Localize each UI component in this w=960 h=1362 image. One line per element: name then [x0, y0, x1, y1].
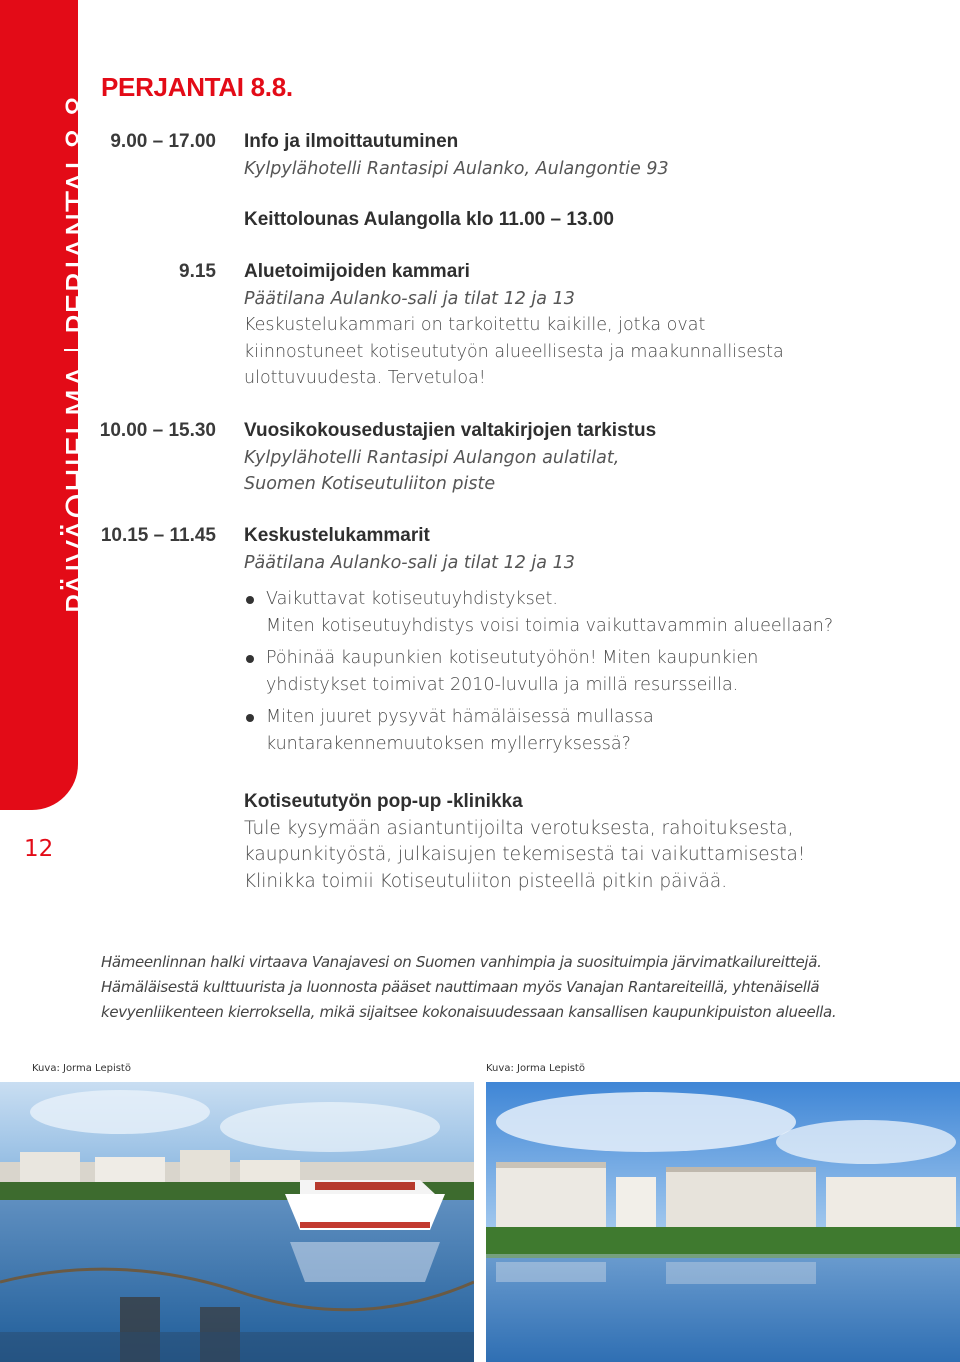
schedule-text-line: ulottuvuudesta. Tervetuloa! — [244, 368, 486, 388]
schedule-location: Päätilana Aulanko-sali ja tilat 12 ja 13 — [244, 552, 575, 573]
schedule-time-3: 10.00 – 15.30 — [99, 420, 216, 441]
caption-line: Hämäläisestä kulttuurista ja luonnosta pääset nauttimaan myös Vanajan Rantareiteillä, yhtenäisellä — [101, 978, 820, 996]
list-item-line: Vaikuttavat kotiseutuyhdistykset. — [266, 589, 558, 609]
clinic-section — [244, 789, 944, 895]
schedule-location: Kylpylähotelli Rantasipi Aulangon aulatilat, — [244, 447, 620, 468]
schedule-item-2 — [244, 259, 944, 392]
schedule-title: Aluetoimijoiden kammari — [244, 261, 470, 282]
schedule-location: Päätilana Aulanko-sali ja tilat 12 ja 13 — [244, 288, 575, 309]
list-item — [244, 645, 944, 698]
sidebar-divider — [64, 349, 94, 351]
photo-credit-right: Kuva: Jorma Lepistö — [486, 1063, 585, 1074]
photo-harbour — [0, 1082, 474, 1362]
schedule-text-line: kiinnostuneet kotiseututyön alueellisesta ja maakunnallisesta — [244, 341, 784, 362]
schedule-location: Suomen Kotiseutuliiton piste — [244, 474, 496, 494]
caption-line: Hämeenlinnan halki virtaava Vanajavesi on Suomen vanhimpia ja suosituimpia järvimatkailureittejä. — [101, 953, 822, 971]
schedule-item-1 — [244, 129, 944, 234]
list-item-line: Pöhinää kaupunkien kotiseututyöhön! Miten kaupunkien — [266, 648, 759, 668]
schedule-time-2: 9.15 — [179, 261, 216, 282]
harbour-illustration — [0, 1082, 474, 1362]
list-item-line: yhdistykset toimivat 2010-luvulla ja millä resursseilla. — [266, 674, 739, 695]
list-item-line: Miten juuret pysyvät hämäläisessä mullassa — [266, 707, 654, 727]
photo-lake — [486, 1082, 960, 1362]
sidebar-day: PERJANTAI 8.8. — [59, 84, 98, 335]
day-title: PERJANTAI 8.8. — [101, 72, 293, 102]
sidebar-section: PÄIVÄOHJELMA — [59, 364, 98, 614]
schedule-time-1: 9.00 – 17.00 — [110, 131, 216, 152]
schedule-time-4: 10.15 – 11.45 — [100, 525, 216, 546]
list-item — [244, 586, 944, 639]
caption-line: kevyenliikenteen kierroksella, mikä sijaitsee kokonaisuudessaan kansallisen kaupunkipuiston alueella. — [101, 1003, 837, 1021]
photo-credit-left: Kuva: Jorma Lepistö — [32, 1063, 131, 1074]
sidebar-band — [0, 0, 98, 810]
list-item — [244, 704, 944, 757]
photo-caption — [101, 950, 941, 1025]
schedule-lunch: Keittolounas Aulangolla klo 11.00 – 13.00 — [244, 209, 614, 230]
sidebar-title — [59, 84, 98, 614]
clinic-text-line: Tule kysymään asiantuntijoilta verotuksesta, rahoituksesta, — [244, 817, 794, 839]
schedule-item-3 — [244, 418, 944, 498]
topic-list — [244, 586, 944, 757]
clinic-text-line: kaupunkityöstä, julkaisujen tekemisestä tai vaikuttamisesta! — [244, 844, 806, 865]
bullet-icon — [246, 655, 254, 663]
schedule-item-4 — [244, 523, 944, 763]
lake-illustration — [486, 1082, 960, 1362]
schedule-title: Info ja ilmoittautuminen — [244, 131, 459, 152]
clinic-title: Kotiseututyön pop-up -klinikka — [244, 791, 523, 812]
clinic-text-line: Klinikka toimii Kotiseutuliiton pisteellä pitkin päivää. — [244, 870, 728, 892]
list-item-line: Miten kotiseutuyhdistys voisi toimia vaikuttavammin alueellaan? — [266, 615, 834, 636]
schedule-text-line: Keskustelukammari on tarkoitettu kaikille, jotka ovat — [244, 315, 706, 335]
list-item-line: kuntarakennemuutoksen myllerryksessä? — [266, 733, 631, 754]
bullet-icon — [246, 596, 254, 604]
schedule-location: Kylpylähotelli Rantasipi Aulanko, Aulangontie 93 — [244, 158, 669, 179]
schedule-title: Vuosikokousedustajien valtakirjojen tarkistus — [244, 420, 657, 441]
schedule-title: Keskustelukammarit — [244, 525, 430, 546]
page-number: 12 — [24, 836, 54, 862]
bullet-icon — [246, 714, 254, 722]
